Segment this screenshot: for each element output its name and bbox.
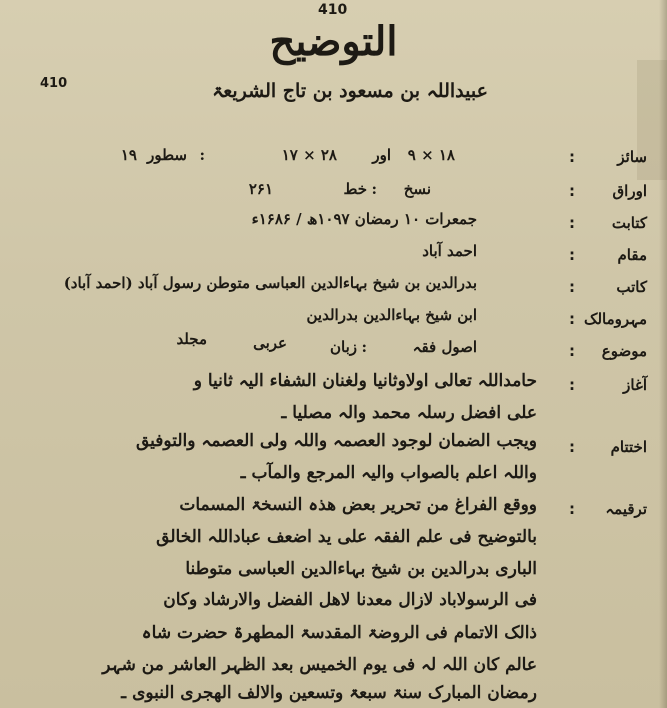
colophon-line-4: فی الرسولاباد لازال معدنا لاھل الفضل والارشاد وکان (163, 590, 537, 610)
book-title: التوضیح (269, 18, 398, 65)
size-and: اور (372, 146, 391, 164)
subject-value: اصول فقہ (412, 338, 477, 356)
place-label: مقام (617, 246, 647, 264)
colophon-colon: : (569, 500, 575, 518)
language-label: زبان (329, 338, 357, 356)
size-dims2: ۱۸ × ۹ (407, 146, 455, 164)
folios-value: ۲۶۱ (248, 180, 273, 198)
colophon-line-3: الباری بدرالدین بن شیخ بہاءالدین العباسی متوطنا (185, 559, 537, 579)
margin-number: 410 (40, 76, 68, 91)
colophon-line-2: بالتوضیح فی علم الفقہ علی ید اضعف عباداللہ الخالق (156, 527, 537, 547)
copying-colon: : (569, 214, 575, 232)
folios-label: اوراق (612, 182, 647, 200)
page-edge (659, 0, 667, 708)
page-number: 410 (318, 2, 348, 18)
lines-colon: : (199, 146, 205, 164)
place-value: احمد آباد (422, 242, 477, 260)
explicit-label: اختتام (610, 438, 647, 456)
subject-label: موضوع (601, 342, 647, 360)
incipit-line-2: علی افضل رسلہ محمد والہ مصلیا ـ (281, 403, 537, 423)
scribe-label: کاتب (616, 278, 647, 296)
colophon-label: ترقیمہ (605, 500, 647, 518)
incipit-line-1: حامداللہ تعالی اولاوثانیا ولغنان الشفاء الیہ ثانیا و (193, 371, 537, 391)
script-label: خط (343, 180, 367, 198)
subject-colon: : (569, 342, 575, 360)
lines-label: سطور (147, 146, 187, 164)
script-value: نسخ (403, 180, 431, 198)
incipit-colon: : (569, 376, 575, 394)
scribe-colon: : (569, 278, 575, 296)
incipit-label: آغاز (623, 376, 647, 394)
copying-value: جمعرات ۱۰ رمضان ۱۰۹۷ھ / ۱۶۸۶ء (251, 210, 477, 228)
copying-label: کتابت (611, 214, 647, 232)
colophon-line-6: عالم کان اللہ لہ فی یوم الخمیس بعد الظہر العاشر من شہر (102, 655, 537, 675)
explicit-line-1: ویجب الضمان لوجود العصمہ واللہ ولی العصمہ والتوفیق (136, 431, 537, 451)
size-colon: : (569, 148, 575, 166)
seals-colon: : (569, 310, 575, 328)
place-colon: : (569, 246, 575, 264)
language-colon: : (361, 338, 367, 356)
scribe-value: بدرالدین بن شیخ بہاءالدین العباسی متوطن رسول آباد (احمد آباد) (63, 274, 477, 292)
language-value: عربی (253, 334, 287, 352)
size-dims: ۲۸ × ۱۷ (281, 146, 337, 164)
script-colon: : (371, 180, 377, 198)
book-author: عبیداللہ بن مسعود بن تاج الشریعۃ (212, 80, 488, 102)
size-label: سائز (617, 148, 647, 166)
folios-colon: : (569, 182, 575, 200)
colophon-line-1: ووقع الفراغ من تحریر بعض ھذہ النسخۃ المسمات (179, 495, 537, 515)
seals-label: مہرومالک (584, 310, 647, 328)
lines-value: ۱۹ (120, 146, 137, 164)
explicit-line-2: واللہ اعلم بالصواب والیہ المرجع والمآب ـ (240, 463, 537, 483)
explicit-colon: : (569, 438, 575, 456)
colophon-line-7: رمضان المبارک سنۃ سبعۃ وتسعین والالف الھجری النبوی ـ (121, 683, 537, 703)
binding-value: مجلد (176, 330, 207, 348)
seals-value: ابن شیخ بہاءالدین بدرالدین (306, 306, 477, 324)
colophon-line-5: ذالک الاتمام فی الروضۃ المقدسۃ المطھرۃ حضرت شاہ (141, 623, 537, 643)
